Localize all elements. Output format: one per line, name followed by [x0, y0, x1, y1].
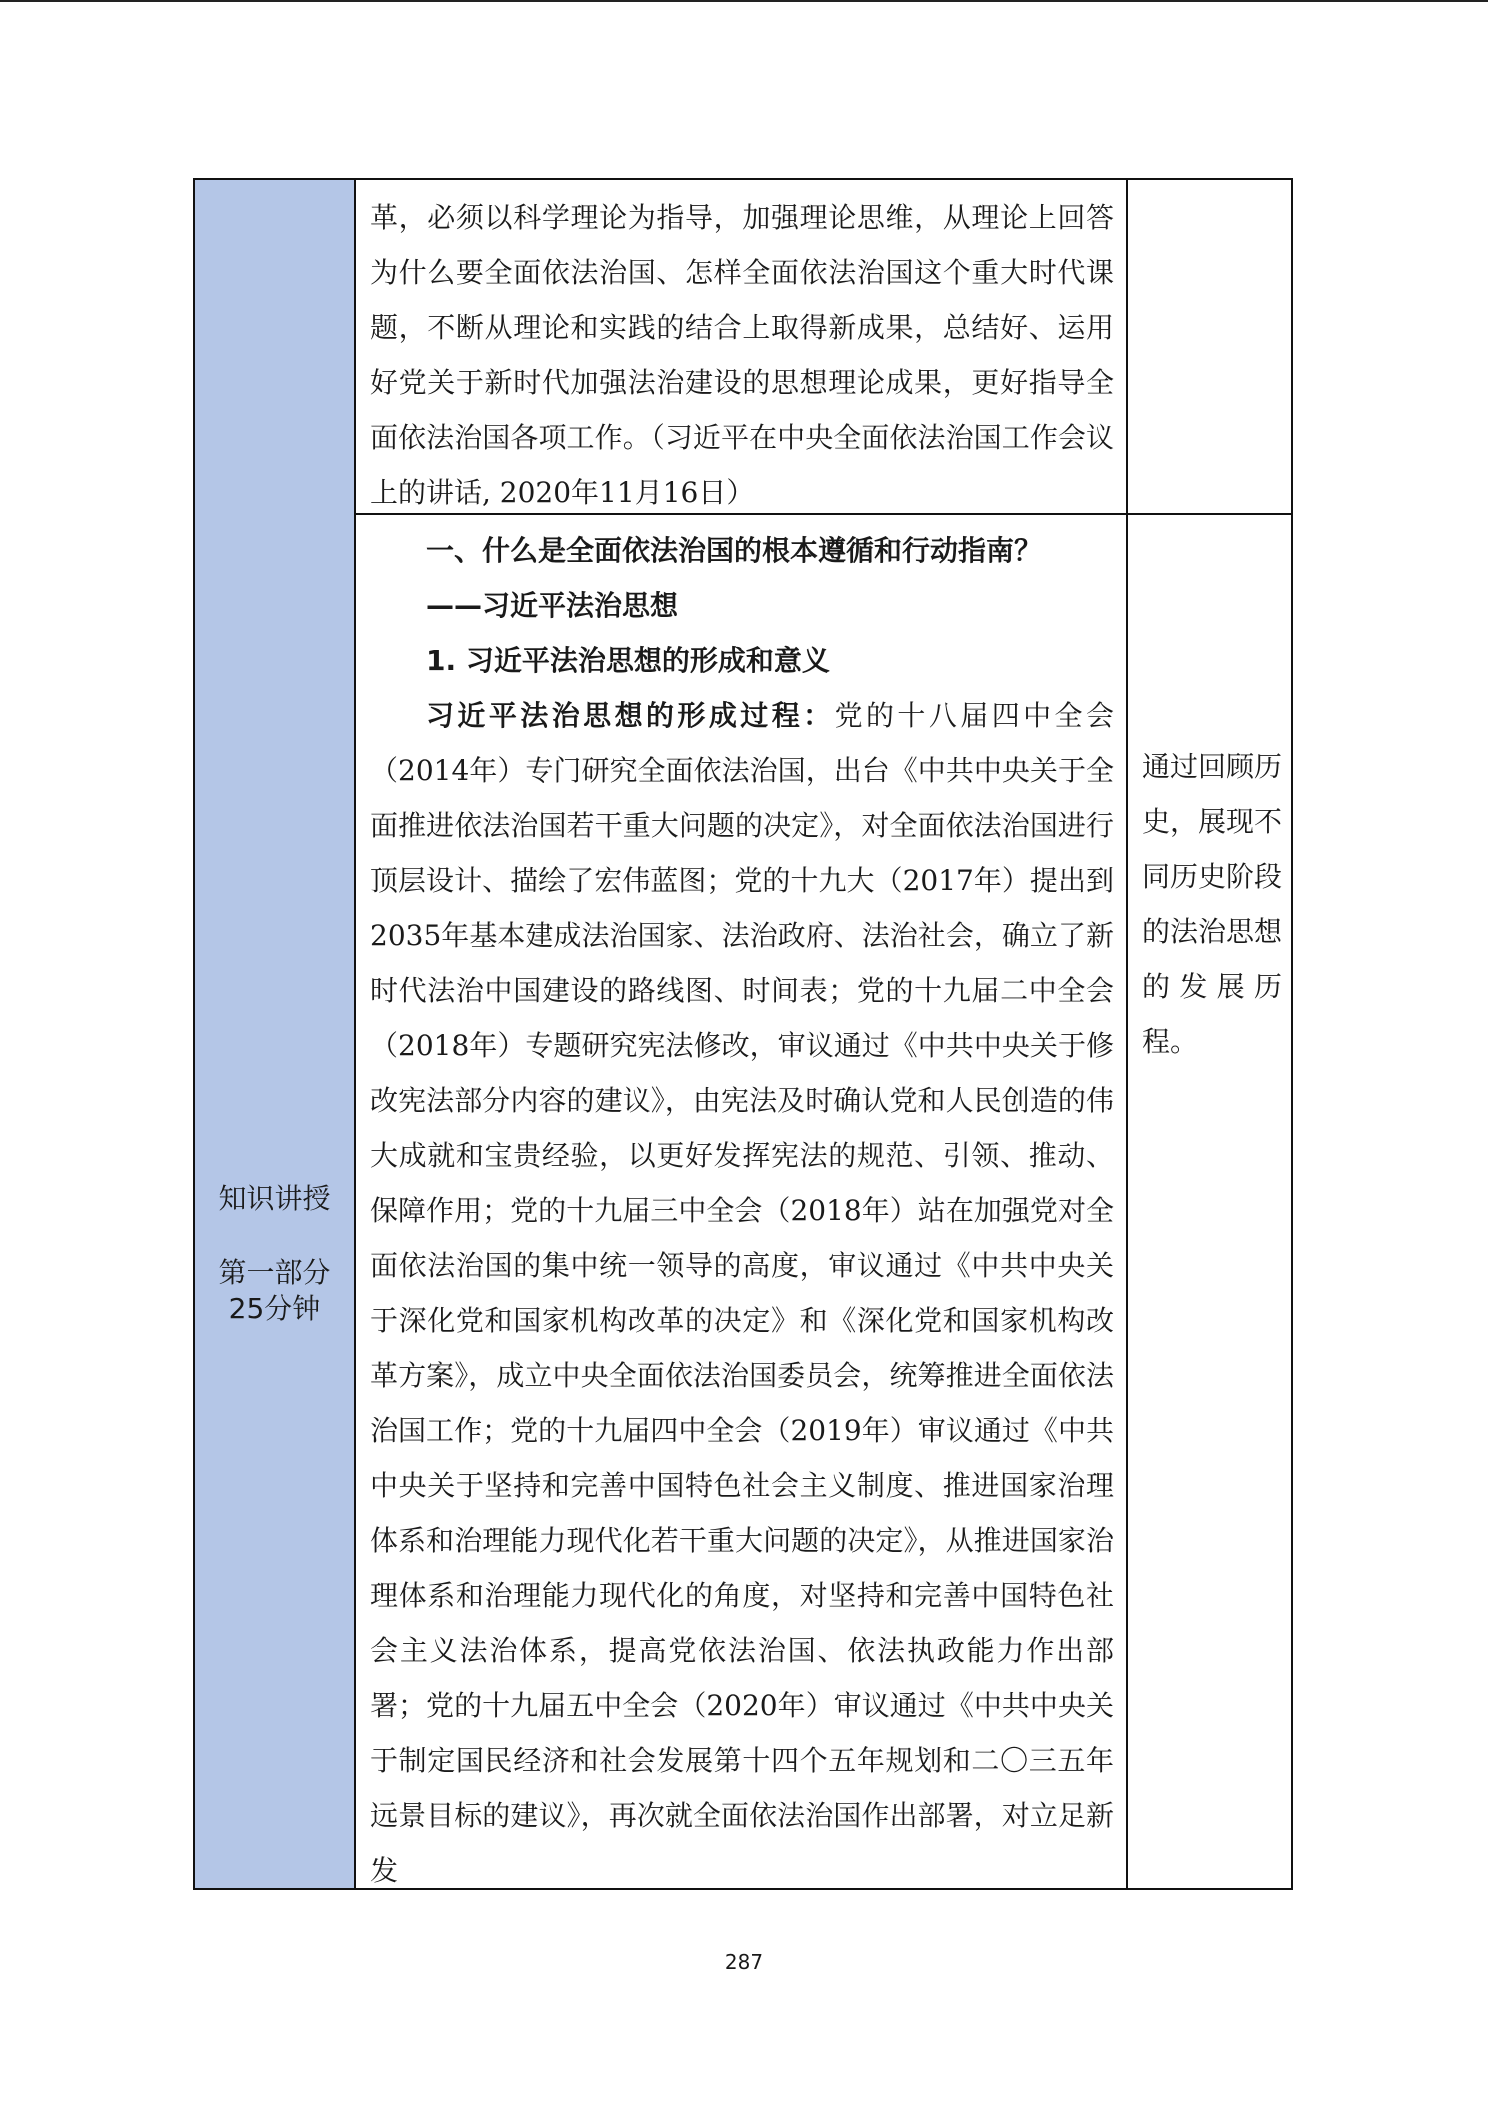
section-heading: 一、什么是全面依法治国的根本遵循和行动指南？ [426, 534, 1043, 567]
row-label-cell [195, 513, 356, 1888]
note-cell [1126, 180, 1293, 513]
section-subheading: ——习近平法治思想 [426, 589, 679, 622]
lesson-plan-table [193, 178, 1293, 1890]
paragraph-lead: 习近平法治思想的形成过程： [426, 699, 835, 732]
duration-label: 25分钟 [228, 1292, 321, 1325]
top-border-line [0, 0, 1488, 2]
teaching-note: 通过回顾历史，展现不同历史阶段的法治思想的发展历程。 [1142, 750, 1283, 1058]
paragraph-body: 党的十八届四中全会（2014年）专门研究全面依法治国，出台《中共中央关于全面推进依法治国若干重大问题的决定》，对全面依法治国进行顶层设计、描绘了宏伟蓝图；党的十九大（2017年）提出到2035年基本建成法治国家、法治政府、法治社会，确立了新时代法治中国建设的路线图、时间表；党的十九届二中全会（2018年）专题研究宪法修改，审议通过《中共中央关于修改宪法部分内容的建议》，由宪法及时确认党和人民创造的伟大成就和宝贵经验，以更好发挥宪法的规范、引领、推动、保障作用；党的十九届三中全会（2018年）站在加强党对全面依法治国的集中统一领导的高度，审议通过《中共中央关于深化党和国家机构改革的决定》和《深化党和国家机构改革方案》，成立中央全面依法治国委员会，统筹推进全面依法治国工作；党的十九届四中全会（2019年）审议通过《中共中央关于坚持和完善中国特色社会主义制度、推进国家治理体系和治理能力现代化若干重大问题的决定》，从推进国家治理体系和治理能力现代化的角度，对坚持和完善中国特色社会主义法治体系，提高党依法治国、依法执政能力作出部署；党的十九届五中全会（2020年）审议通过《中共中央关于制定国民经济和社会发展第十四个五年规划和二〇三五年远景目标的建议》，再次就全面依法治国作出部署，对立足新发 [370, 699, 1114, 1887]
note-cell [1126, 513, 1293, 1888]
part-label: 第一部分 [218, 1256, 331, 1289]
content-cell [356, 180, 1126, 513]
table-row-knowledge [195, 513, 1291, 1888]
page-number: 287 [724, 1950, 764, 1974]
section-label: 知识讲授 [218, 1182, 331, 1215]
table-row-continuation [195, 180, 1291, 515]
content-cell [356, 513, 1126, 1888]
subsection-heading: 1. 习近平法治思想的形成和意义 [426, 644, 830, 677]
body-paragraph [370, 688, 1114, 1898]
row-label-cell [195, 180, 356, 513]
continuation-text: 革，必须以科学理论为指导，加强理论思维，从理论上回答为什么要全面依法治国、怎样全面依法治国这个重大时代课题，不断从理论和实践的结合上取得新成果，总结好、运用好党关于新时代加强法治建设的思想理论成果，更好指导全面依法治国各项工作。（习近平在中央全面依法治国工作会议上的讲话, 2020年11月16日） [370, 201, 1114, 509]
